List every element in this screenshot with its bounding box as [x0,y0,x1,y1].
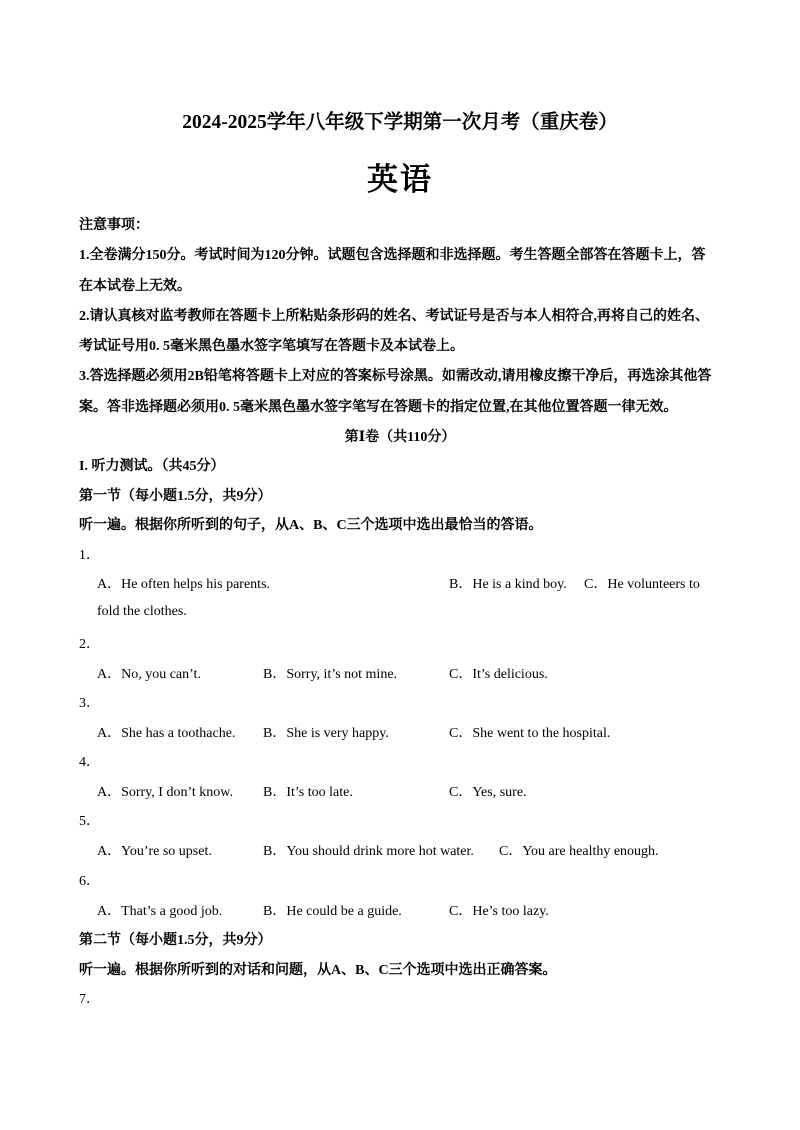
volume-heading: 第Ⅰ卷（共110分） [344,430,456,445]
option-c-continued: fold the clothes. [97,604,187,619]
part1-heading: I. 听力测试。（共45分） [79,459,225,474]
question-number: 6． [79,874,100,889]
option-b: B．She is very happy. [263,726,389,741]
note-2-line-2: 考试证号用0. 5毫米黑色墨水签字笔填写在答题卡及本试卷上。 [79,339,464,354]
question-number: 1． [79,548,100,563]
option-b: B．It’s too late. [263,785,353,800]
note-1-line-2: 在本试卷上无效。 [79,279,191,294]
exam-title: 2024-2025学年八年级下学期第一次月考（重庆卷） [182,112,618,133]
note-1-line-1: 1.全卷满分150分。考试时间为120分钟。试题包含选择题和非选择题。考生答题全部答在答题卡上，答 [79,248,706,263]
option-a: A．He often helps his parents. [97,577,271,592]
option-c: C．She went to the hospital. [449,726,611,741]
option-a: A．No, you can’t. [97,667,201,682]
option-b: B．You should drink more hot water. [263,844,474,859]
option-b: B．Sorry, it’s not mine. [263,667,398,682]
option-a: A．Sorry, I don’t know. [97,785,233,800]
question-number: 5． [79,814,100,829]
question-number: 7． [79,992,100,1007]
option-a: A．She has a toothache. [97,726,236,741]
option-c: C．He volunteers to [584,577,700,592]
option-b: B．He could be a guide. [263,904,402,919]
section2-heading: 第二节（每小题1.5分，共9分） [79,933,272,948]
option-c: C．It’s delicious. [449,667,548,682]
section2-instruction: 听一遍。根据你所听到的对话和问题，从A、B、C三个选项中选出正确答案。 [79,963,557,978]
notes-heading: 注意事项： [79,218,149,233]
note-2-line-1: 2.请认真核对监考教师在答题卡上所粘贴条形码的姓名、考试证号是否与本人相符合,再将自己的姓名、 [79,309,709,324]
question-number: 4． [79,755,100,770]
option-c: C．Yes, sure. [449,785,527,800]
option-b: B．He is a kind boy. [449,577,567,592]
note-3-line-1: 3.答选择题必须用2B铅笔将答题卡上对应的答案标号涂黑。如需改动,请用橡皮擦干净后，再选涂其他答 [79,369,712,384]
question-number: 2． [79,637,100,652]
section1-instruction: 听一遍。根据你所听到的句子，从A、B、C三个选项中选出最恰当的答语。 [79,518,543,533]
subject-title: 英语 [367,162,433,197]
option-a: A．You’re so upset. [97,844,212,859]
question-number: 3． [79,696,100,711]
option-a: A．That’s a good job. [97,904,223,919]
option-c: C．You are healthy enough. [499,844,659,859]
option-c: C．He’s too lazy. [449,904,549,919]
note-3-line-2: 案。答非选择题必须用0. 5毫米黑色墨水签字笔写在答题卡的指定位置,在其他位置答题一律无效。 [79,400,678,415]
section1-heading: 第一节（每小题1.5分，共9分） [79,489,272,504]
